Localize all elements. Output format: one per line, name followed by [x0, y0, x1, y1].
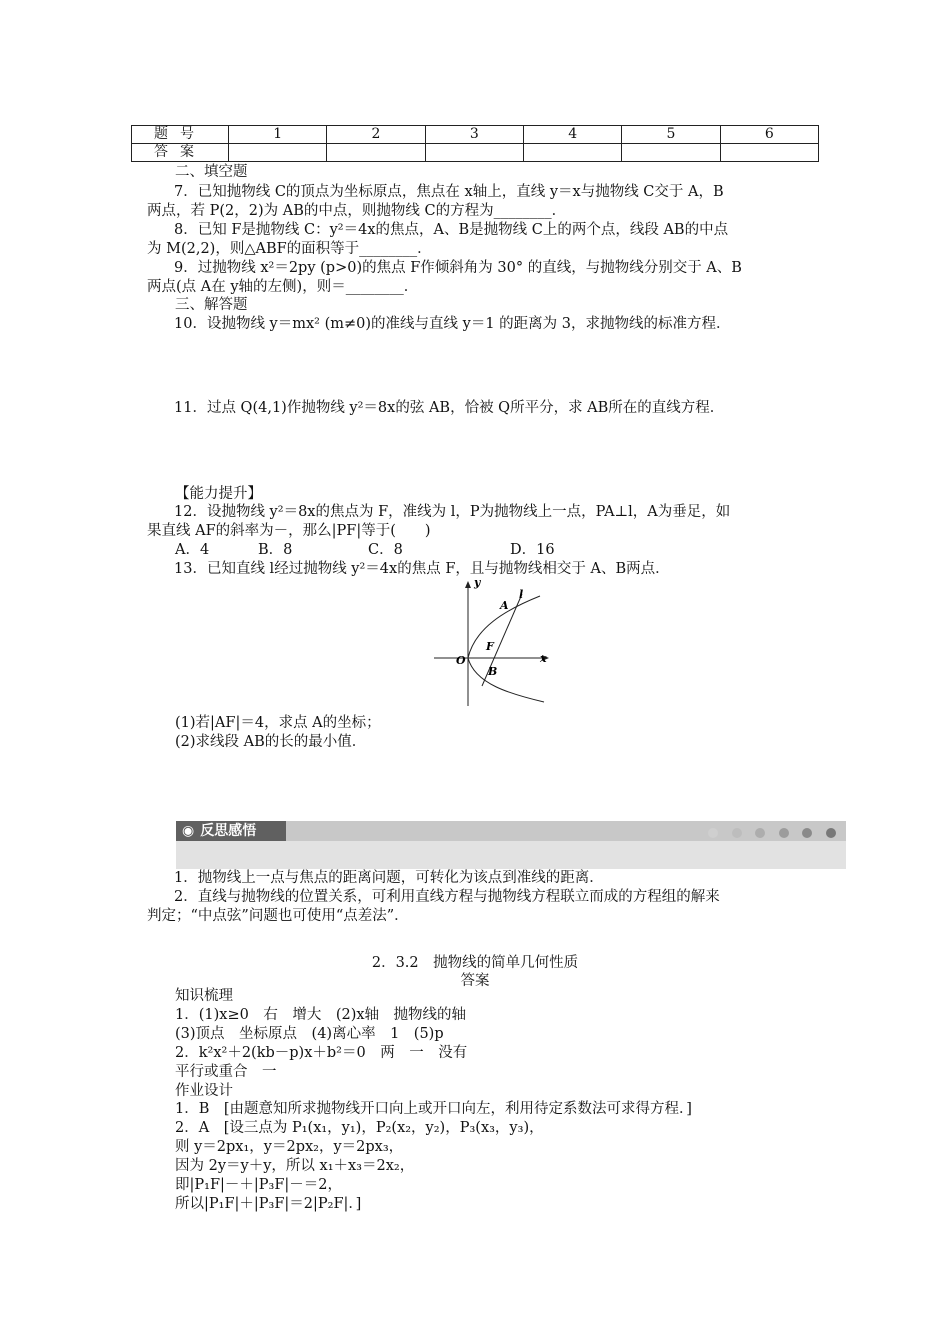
- option-a: A．4: [175, 542, 210, 558]
- dot-icon: [779, 828, 789, 838]
- question-12-line-1: 12．设抛物线 y²＝8x的焦点为 F，准线为 l，P为抛物线上一点，PA⊥l，A为垂足，如: [174, 504, 731, 520]
- question-13-part-2: (2)求线段 AB的长的最小值．: [175, 734, 367, 750]
- question-7-line-2: 两点，若 P(2，2)为 AB的中点，则抛物线 C的方程为________．: [147, 203, 567, 219]
- table-cell: 5: [622, 126, 720, 144]
- label-y: y: [474, 576, 481, 589]
- knowledge-1: 1．(1)x≥0 右 增大 (2)x轴 抛物线的轴: [175, 1007, 467, 1023]
- question-10: 10．设抛物线 y＝mx² (m≠0)的准线与直线 y＝1 的距离为 3，求抛物线的标准方程．: [174, 316, 731, 332]
- table-row: [132, 144, 819, 162]
- table-cell: 3: [425, 126, 523, 144]
- homework-6: 所以|P₁F|＋|P₃F|＝2|P₂F|．]: [175, 1196, 362, 1212]
- label-b: B: [488, 665, 498, 678]
- table-row: [132, 126, 819, 144]
- homework-1: 1．B [由题意知所求抛物线开口向上或开口向左，利用待定系数法可求得方程．]: [175, 1101, 692, 1117]
- reflection-2-line-1: 2．直线与抛物线的位置关系，可利用直线方程与抛物线方程联立而成的方程组的解来: [174, 889, 720, 905]
- question-12-line-2: 果直线 AF的斜率为－，那么|PF|等于( ): [147, 523, 431, 539]
- question-8-line-1: 8．已知 F是抛物线 C：y²＝4x的焦点，A、B是抛物线 C上的两个点，线段 AB的中点: [174, 222, 729, 238]
- table-cell: 2: [327, 126, 425, 144]
- answer-section-title: 2．3.2 抛物线的简单几何性质: [371, 955, 579, 971]
- dot-icon: [708, 828, 718, 838]
- target-icon: ◉: [182, 823, 195, 839]
- label-a: A: [500, 599, 509, 612]
- homework-4: 因为 2y＝y＋y，所以 x₁＋x₃＝2x₂，: [175, 1158, 415, 1174]
- answer-cell[interactable]: [523, 144, 621, 162]
- answer-cell[interactable]: [425, 144, 523, 162]
- question-13-stem: 13．已知直线 l经过抛物线 y²＝4x的焦点 F，且与抛物线相交于 A、B两点．: [174, 561, 670, 577]
- table-cell: 6: [720, 126, 818, 144]
- section-solve-heading: 三、解答题: [175, 297, 248, 313]
- dot-icon: [826, 828, 836, 838]
- table-header-number: 题号: [132, 126, 229, 144]
- label-f: F: [486, 640, 494, 653]
- knowledge-2: (3)顶点 坐标原点 (4)离心率 1 (5)p: [175, 1026, 444, 1042]
- question-8-line-2: 为 M(2,2)，则△ABF的面积等于________．: [147, 241, 432, 257]
- dot-icon: [732, 828, 742, 838]
- banner-title: 反思感悟: [200, 823, 257, 839]
- section-fill-heading: 二、填空题: [175, 164, 248, 180]
- reflection-2-line-2: 判定；“中点弦”问题也可使用“点差法”．: [147, 908, 409, 924]
- homework-2: 2．A [设三点为 P₁(x₁，y₁)，P₂(x₂，y₂)，P₃(x₃，y₃)，: [175, 1120, 544, 1136]
- banner-tab: [176, 821, 286, 841]
- answer-cell[interactable]: [720, 144, 818, 162]
- answer-cell[interactable]: [229, 144, 327, 162]
- table-cell: 1: [229, 126, 327, 144]
- homework-5: 即|P₁F|－＋|P₃F|－＝2，: [175, 1177, 343, 1193]
- table-header-answer: 答案: [132, 144, 229, 162]
- label-l: l: [519, 588, 524, 601]
- reflection-banner: [176, 821, 846, 869]
- answer-section-subtitle: 答案: [460, 973, 490, 989]
- option-d: D．16: [510, 542, 555, 558]
- question-9-line-2: 两点(点 A在 y轴的左侧)，则＝________．: [147, 279, 419, 295]
- banner-dots: [699, 826, 836, 842]
- homework-heading: 作业设计: [175, 1083, 233, 1099]
- x-axis: [434, 655, 549, 661]
- reflection-1: 1．抛物线上一点与焦点的距离问题，可转化为该点到准线的距离．: [174, 870, 604, 886]
- knowledge-heading: 知识梳理: [175, 988, 233, 1004]
- question-13-part-1: (1)若|AF|＝4，求点 A的坐标；: [175, 715, 381, 731]
- option-b: B．8: [258, 542, 293, 558]
- knowledge-3: 2．k²x²＋2(kb－p)x＋b²＝0 两 一 没有: [175, 1045, 468, 1061]
- option-c: C．8: [368, 542, 403, 558]
- homework-3: 则 y＝2px₁，y＝2px₂，y＝2px₃，: [175, 1139, 404, 1155]
- knowledge-4: 平行或重合 一: [175, 1064, 277, 1080]
- y-axis: [465, 581, 471, 706]
- answer-cell[interactable]: [327, 144, 425, 162]
- answer-cell[interactable]: [622, 144, 720, 162]
- question-9-line-1: 9．过抛物线 x²＝2py (p>0)的焦点 F作倾斜角为 30° 的直线，与抛物线分别交于 A、B: [174, 260, 742, 276]
- dot-icon: [755, 828, 765, 838]
- section-ability-heading: 【能力提升】: [175, 486, 262, 502]
- table-cell: 4: [523, 126, 621, 144]
- label-x: x: [540, 652, 547, 665]
- question-11: 11．过点 Q(4,1)作抛物线 y²＝8x的弦 AB，恰被 Q所平分，求 AB所在的直线方程．: [174, 400, 725, 416]
- dot-icon: [802, 828, 812, 838]
- label-o: O: [456, 654, 466, 667]
- answer-table: [131, 125, 819, 162]
- question-7-line-1: 7．已知抛物线 C的顶点为坐标原点，焦点在 x轴上，直线 y＝x与抛物线 C交于 A，B: [174, 184, 724, 200]
- parabola-graph: [430, 576, 560, 708]
